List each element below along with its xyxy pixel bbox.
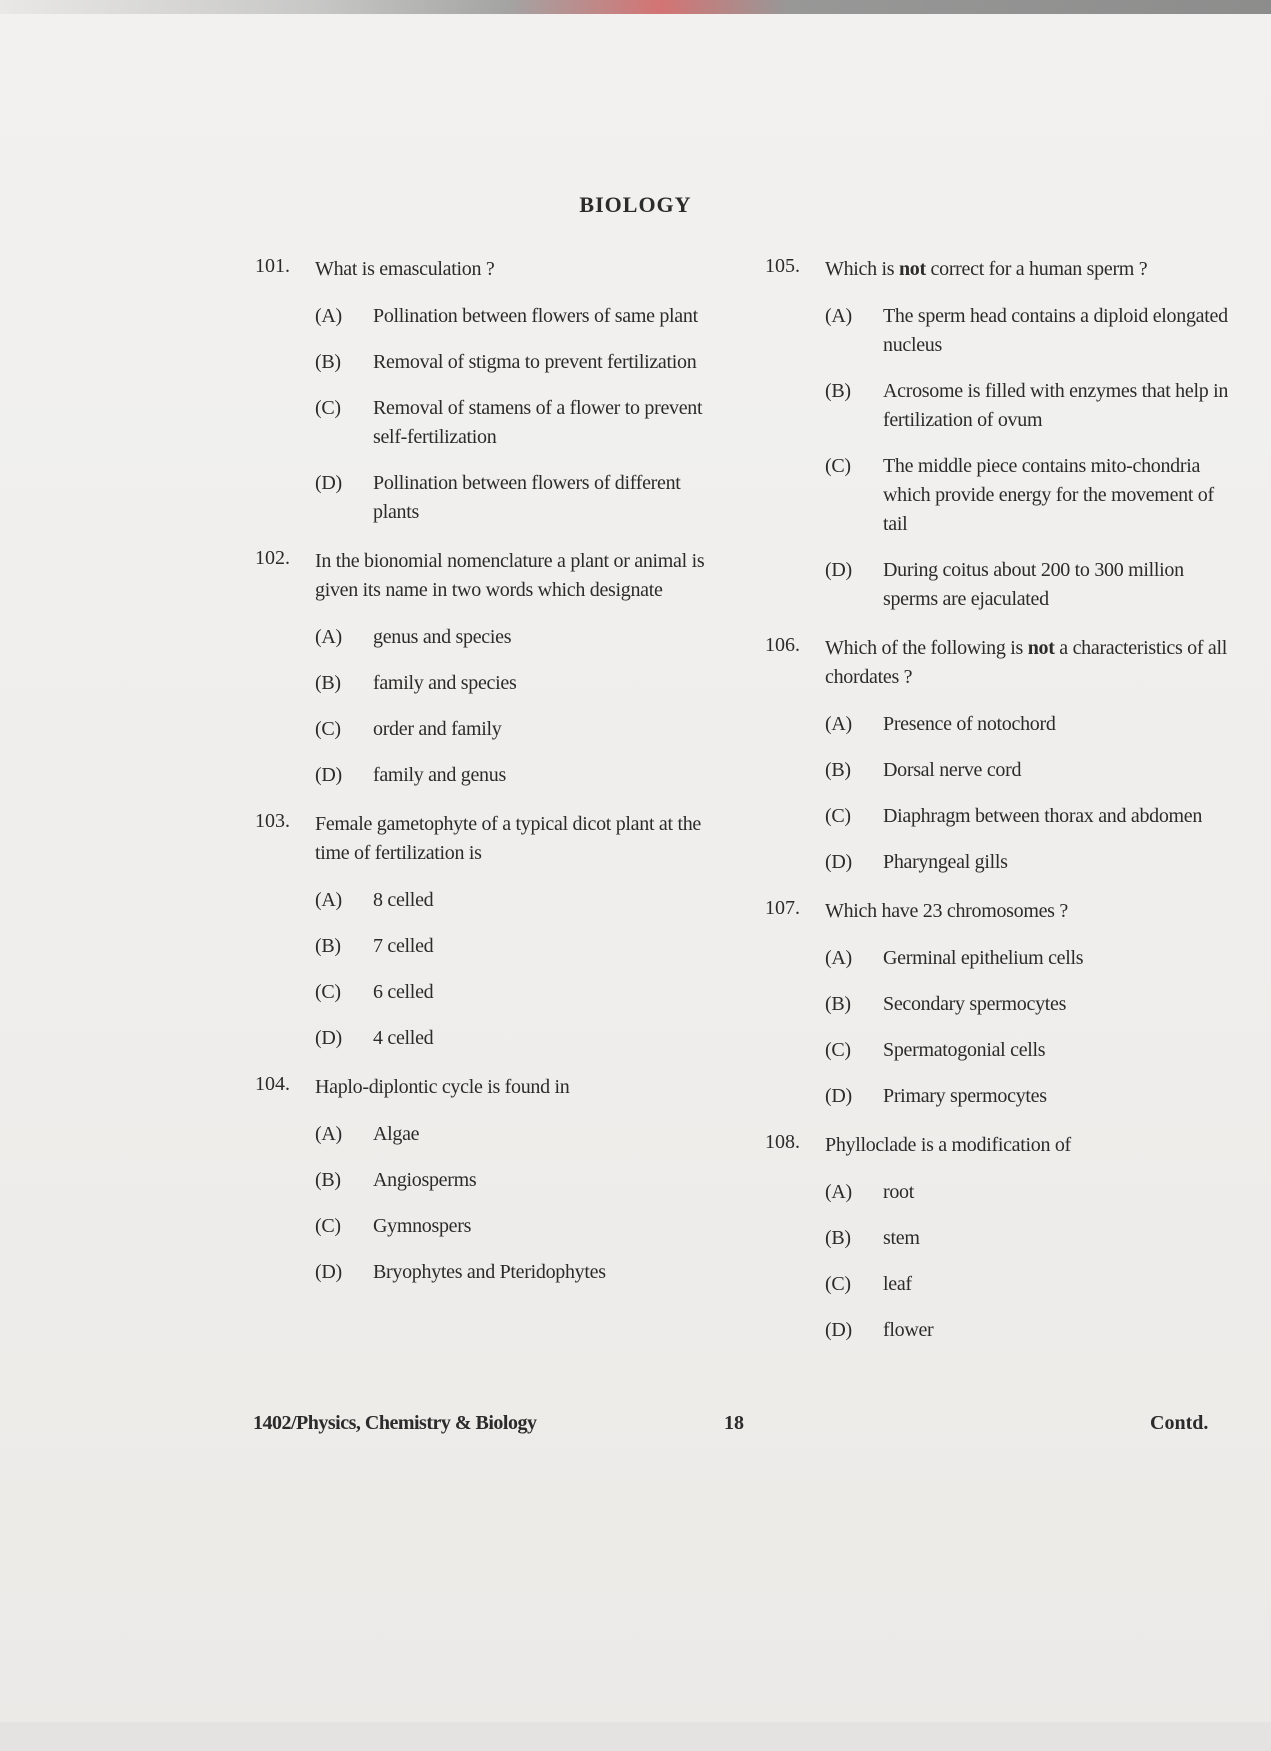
question-106 (765, 634, 1230, 877)
options (315, 302, 725, 527)
option-c: (C) order and family (315, 718, 502, 740)
question-102 (255, 547, 725, 790)
option-d: (D) During coitus about 200 to 300 million sperms are ejaculated (825, 559, 1184, 610)
question-text: Female gametophyte of a typical dicot plant at the time of fertilization is (315, 813, 701, 864)
option-a: (A) root (825, 1181, 915, 1203)
option-d: (D) flower (825, 1319, 934, 1341)
question-number: 102. (255, 547, 290, 569)
question-number: 106. (765, 634, 800, 656)
option-d: (D) Pharyngeal gills (825, 851, 1008, 873)
option-b: (B) Secondary spermocytes (825, 993, 1067, 1015)
option-a: (A) Germinal epithelium cells (825, 947, 1084, 969)
right-column (765, 255, 1230, 1365)
option-b: (B) Acrosome is filled with enzymes that help in fertilization of ovum (825, 380, 1229, 431)
question-number: 104. (255, 1073, 290, 1095)
footer-page-number: 18 (724, 1412, 744, 1434)
question-107 (765, 897, 1230, 1111)
question-104 (255, 1073, 725, 1287)
option-a: (A) 8 celled (315, 889, 434, 911)
option-b: (B) stem (825, 1227, 920, 1249)
option-d: (D) Primary spermocytes (825, 1085, 1047, 1107)
option-c: (C) Removal of stamens of a flower to prevent self-fertilization (315, 397, 703, 448)
question-number: 107. (765, 897, 800, 919)
question-text: Haplo-diplontic cycle is found in (315, 1076, 570, 1098)
option-c: (C) Spermatogonial cells (825, 1039, 1046, 1061)
footer-paper-code: 1402/Physics, Chemistry & Biology (253, 1412, 537, 1434)
options (825, 944, 1230, 1111)
question-text: In the bionomial nomenclature a plant or animal is given its name in two words which designate (315, 550, 705, 601)
question-number: 108. (765, 1131, 800, 1153)
question-text: Which have 23 chromosomes ? (825, 900, 1068, 922)
footer-contd: Contd. (1150, 1412, 1209, 1434)
scan-edge-top (0, 0, 1271, 14)
options (825, 1178, 1230, 1345)
option-c: (C) The middle piece contains mito-chondria which provide energy for the movement of tail (825, 455, 1214, 535)
option-b: (B) 7 celled (315, 935, 434, 957)
question-number: 105. (765, 255, 800, 277)
option-a: (A) Presence of notochord (825, 713, 1056, 735)
option-d: (D) Pollination between flowers of different plants (315, 472, 681, 523)
question-101 (255, 255, 725, 527)
option-b: (B) Angiosperms (315, 1169, 477, 1191)
option-a: (A) genus and species (315, 626, 512, 648)
option-b: (B) family and species (315, 672, 517, 694)
option-c: (C) Diaphragm between thorax and abdomen (825, 805, 1203, 827)
option-d: (D) 4 celled (315, 1027, 434, 1049)
options (315, 623, 725, 790)
option-c: (C) 6 celled (315, 981, 434, 1003)
options (315, 886, 725, 1053)
options (825, 302, 1230, 614)
question-number: 103. (255, 810, 290, 832)
options (315, 1120, 725, 1287)
option-a: (A) Algae (315, 1123, 420, 1145)
option-b: (B) Removal of stigma to prevent fertilization (315, 351, 697, 373)
scan-edge-bottom (0, 1722, 1271, 1751)
option-a: (A) The sperm head contains a diploid elongated nucleus (825, 305, 1228, 356)
question-text: Phylloclade is a modification of (825, 1134, 1071, 1156)
left-column (255, 255, 725, 1307)
question-103 (255, 810, 725, 1053)
option-d: (D) family and genus (315, 764, 506, 786)
question-text: What is emasculation ? (315, 258, 495, 280)
question-text: Which of the following is not a characteristics of all chordates ? (825, 637, 1228, 688)
question-108 (765, 1131, 1230, 1345)
options (825, 710, 1230, 877)
question-text: Which is not correct for a human sperm ? (825, 258, 1148, 280)
option-c: (C) leaf (825, 1273, 912, 1295)
option-d: (D) Bryophytes and Pteridophytes (315, 1261, 606, 1283)
option-a: (A) Pollination between flowers of same plant (315, 305, 698, 327)
question-105 (765, 255, 1230, 614)
question-number: 101. (255, 255, 290, 277)
option-b: (B) Dorsal nerve cord (825, 759, 1022, 781)
section-title: BIOLOGY (579, 192, 692, 217)
option-c: (C) Gymnospers (315, 1215, 472, 1237)
